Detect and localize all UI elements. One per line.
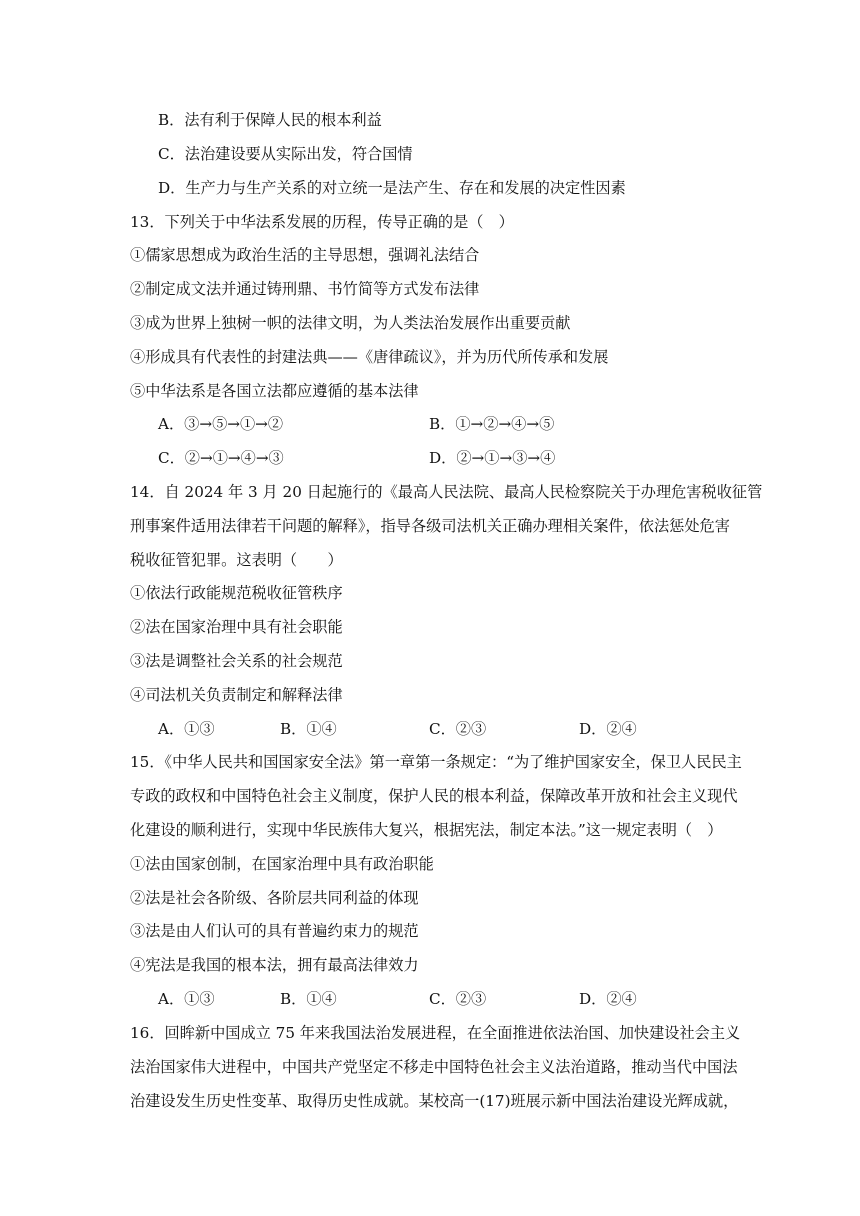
q15-stem-line-3: 化建设的顺利进行，实现中华民族伟大复兴，根据宪法，制定本法。”这一规定表明（ ） (130, 821, 723, 839)
q16-stem-line-1: 16．回眸新中国成立 75 年来我国法治发展进程，在全面推进依法治国、加快建设社会主义 (130, 1024, 741, 1042)
q12-option-d: D．生产力与生产关系的对立统一是法产生、存在和发展的决定性因素 (158, 179, 626, 197)
q15-item-1: ①法由国家创制，在国家治理中具有政治职能 (130, 855, 434, 873)
q13-item-4: ④形成具有代表性的封建法典——《唐律疏议》，并为历代所传承和发展 (130, 348, 609, 366)
q14-option-c: C．②③ (429, 720, 487, 738)
q15-option-b: B．①④ (280, 990, 337, 1008)
q13-option-a: A．③→⑤→①→② (158, 415, 284, 433)
q13-option-c: C．②→①→④→③ (158, 449, 284, 467)
q15-item-4: ④宪法是我国的根本法，拥有最高法律效力 (130, 956, 419, 974)
q14-stem-line-2: 刑事案件适用法律若干问题的解释》，指导各级司法机关正确办理相关案件，依法惩处危害 (130, 517, 730, 535)
q15-option-d: D．②④ (579, 990, 637, 1008)
q15-stem-line-1: 15．《中华人民共和国国家安全法》第一章第一条规定：“为了维护国家安全，保卫人民民主 (130, 753, 742, 771)
q14-option-a: A．①③ (158, 720, 215, 738)
q15-stem-line-2: 专政的政权和中国特色社会主义制度，保护人民的根本利益，保障改革开放和社会主义现代 (130, 787, 738, 805)
q13-item-3: ③成为世界上独树一帜的法律文明，为人类法治发展作出重要贡献 (130, 314, 571, 332)
q13-item-2: ②制定成文法并通过铸刑鼎、书竹简等方式发布法律 (130, 280, 480, 298)
q15-item-2: ②法是社会各阶级、各阶层共同利益的体现 (130, 889, 419, 907)
q14-option-b: B．①④ (280, 720, 337, 738)
q15-item-3: ③法是由人们认可的具有普遍约束力的规范 (130, 922, 419, 940)
q12-option-c: C．法治建设要从实际出发，符合国情 (158, 145, 413, 163)
q12-option-b: B．法有利于保障人民的根本利益 (158, 111, 382, 129)
q13-item-5: ⑤中华法系是各国立法都应遵循的基本法律 (130, 382, 419, 400)
q16-stem-line-3: 治建设发生历史性变革、取得历史性成就。某校高一(17)班展示新中国法治建设光辉成就， (130, 1092, 739, 1110)
q14-item-2: ②法在国家治理中具有社会职能 (130, 618, 343, 636)
q14-item-1: ①依法行政能规范税收征管秩序 (130, 584, 343, 602)
q14-item-3: ③法是调整社会关系的社会规范 (130, 652, 343, 670)
q16-stem-line-2: 法治国家伟大进程中，中国共产党坚定不移走中国特色社会主义法治道路，推动当代中国法 (130, 1058, 738, 1076)
q13-option-d: D．②→①→③→④ (429, 449, 556, 467)
q13-option-b: B．①→②→④→⑤ (429, 415, 555, 433)
q14-option-d: D．②④ (579, 720, 637, 738)
q15-option-c: C．②③ (429, 990, 487, 1008)
q14-stem-line-3: 税收征管犯罪。这表明（ ） (130, 551, 343, 569)
q14-stem-line-1: 14．自 2024 年 3 月 20 日起施行的《最高人民法院、最高人民检察院关于办理危害税收征管 (130, 483, 763, 501)
q13-item-1: ①儒家思想成为政治生活的主导思想，强调礼法结合 (130, 246, 480, 264)
q13-stem: 13．下列关于中华法系发展的历程，传导正确的是（ ） (130, 213, 514, 231)
q15-option-a: A．①③ (158, 990, 215, 1008)
q14-item-4: ④司法机关负责制定和解释法律 (130, 686, 343, 704)
